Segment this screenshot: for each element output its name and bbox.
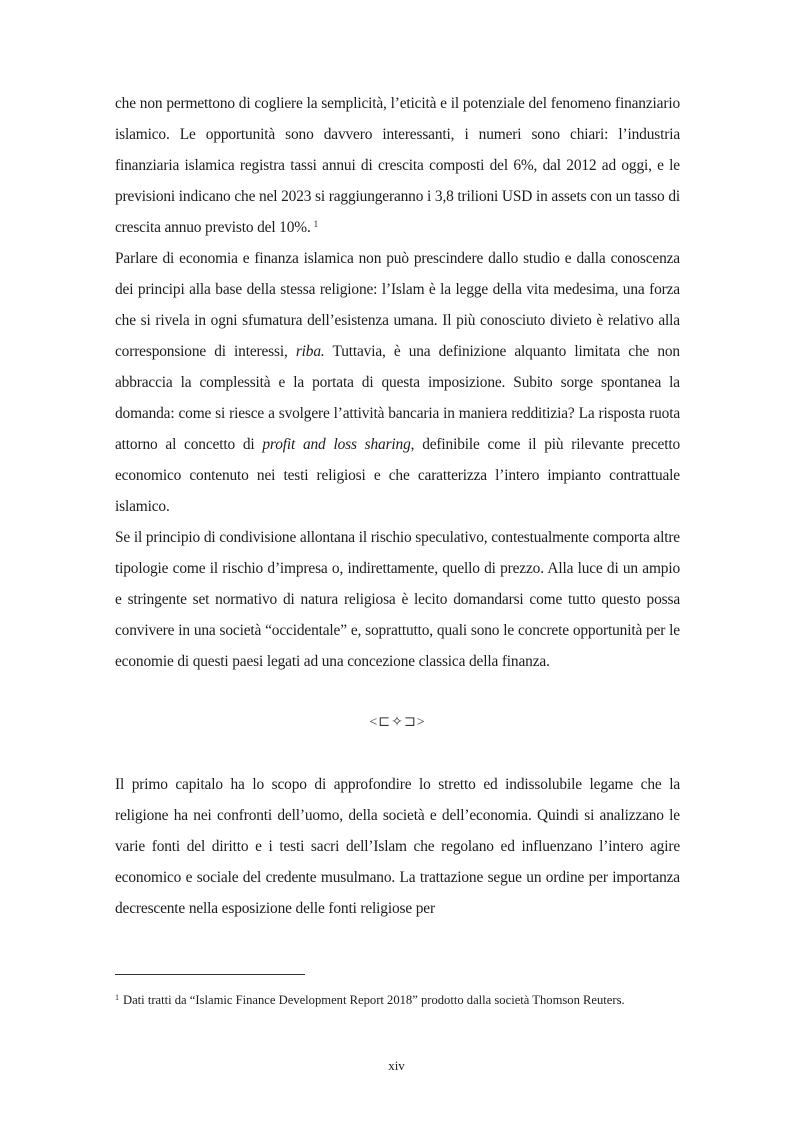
- paragraph-4: [115, 769, 680, 924]
- term-profit-and-loss-sharing: profit and loss sharing: [262, 436, 411, 453]
- footnote-number: 1: [115, 993, 119, 1002]
- paragraph-3-text: Se il principio di condivisione allontana il rischio speculativo, contestualmente comporta altre tipologie come il rischio d’impresa o, indirettamente, quello di prezzo. Alla luce di un ampio e stringente set normativo di natura religiosa è lecito domandarsi come tutto questo possa convivere in una società “occidentale” e, soprattutto, quali sono le concrete opportunità per le economie di questi paesi legati ad una concezione classica della finanza.: [115, 529, 680, 670]
- footnote-divider: [115, 974, 305, 975]
- footnote: [115, 992, 680, 1009]
- footnote-reference[interactable]: 1: [313, 219, 318, 229]
- paragraph-1-text: che non permettono di cogliere la semplicità, l’eticità e il potenziale del fenomeno finanziario islamico. Le opportunità sono davvero interessanti, i numeri sono chiari: l’industria finanziaria islamica registra tassi annui di crescita composti del 6%, dal 2012 ad oggi, e le previsioni indicano che nel 2023 si raggiungeranno i 3,8 trilioni USD in assets con un tasso di crescita annuo previsto del 10%.: [115, 95, 680, 236]
- term-riba: riba.: [295, 343, 325, 360]
- footnote-text: Dati tratti da “Islamic Finance Development Report 2018” prodotto dalla società Thomson Reuters.: [123, 993, 625, 1007]
- page-body: [115, 88, 680, 924]
- paragraph-4-text: Il primo capitalo ha lo scopo di approfondire lo stretto ed indissolubile legame che la religione ha nei confronti dell’uomo, della società e dell’economia. Quindi si analizzano le varie fonti del diritto e i testi sacri dell’Islam che regolano ed influenzano l’intero agire economico e sociale del credente musulmano. La trattazione segue un ordine per importanza decrescente nella esposizione delle fonti religiose per: [115, 776, 680, 917]
- paragraph-2: [115, 243, 680, 522]
- page-number: xiv: [388, 1058, 405, 1073]
- paragraph-2-text-b: Tuttavia, è una definizione alquanto limitata che non abbraccia la complessità e la portata di questa imposizione. Subito sorge spontanea la domanda: come si riesce a svolgere l’attività bancaria in maniera redditizia? La risposta ruota attorno al concetto di: [115, 343, 680, 453]
- paragraph-2-text-a: Parlare di economia e finanza islamica non può prescindere dallo studio e dalla conoscenza dei principi alla base della stessa religione: l’Islam è la legge della vita medesima, una forza che si rivela in ogni sfumatura dell’esistenza umana. Il più conosciuto divieto è relativo alla corresponsione di interessi,: [115, 250, 680, 360]
- paragraph-3: [115, 522, 680, 677]
- paragraph-2-text-c: , definibile come il più rilevante precetto economico contenuto nei testi religiosi e che caratterizza l’intero impianto contrattuale islamico.: [115, 436, 680, 515]
- paragraph-1: [115, 88, 680, 243]
- section-ornament: <⊏✧⊐>: [369, 715, 426, 730]
